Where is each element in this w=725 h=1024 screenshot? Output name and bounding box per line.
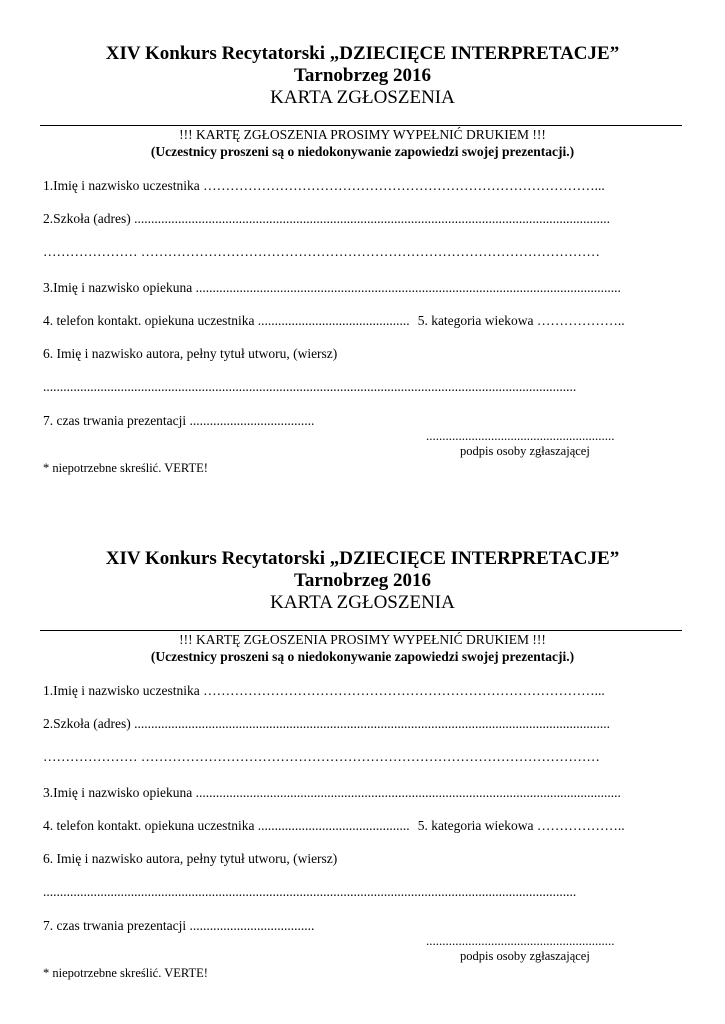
participants-notice: (Uczestnicy proszeni są o niedokonywanie zapowiedzi swojej prezentacji.) <box>150 649 575 664</box>
school-address-field[interactable]: 2.Szkoła (adres) ............................................................................................................................................. <box>43 716 610 731</box>
duration-field[interactable]: 7. czas trwania prezentacji ..................................... <box>43 413 315 428</box>
form-heading: KARTA ZGŁOSZENIA <box>270 592 455 613</box>
author-title-label: 6. Imię i nazwisko autora, pełny tytuł utworu, (wiersz) <box>43 851 338 866</box>
duration-field[interactable]: 7. czas trwania prezentacji ..................................... <box>43 918 315 933</box>
author-title-field[interactable]: .............................................................................................................................................................. <box>43 379 577 394</box>
divider-line <box>40 630 682 631</box>
contest-title: XIV Konkurs Recytatorski „DZIECIĘCE INTERPRETACJE” <box>105 548 620 569</box>
contest-subtitle: Tarnobrzeg 2016 <box>293 570 432 591</box>
guardian-name-field[interactable]: 3.Imię i nazwisko opiekuna .............................................................................................................................. <box>43 785 621 800</box>
student-name-field[interactable]: 1.Imię i nazwisko uczestnika ……………………………………………………………………………... <box>43 683 605 698</box>
contest-subtitle: Tarnobrzeg 2016 <box>293 65 432 86</box>
school-address-field[interactable]: 2.Szkoła (adres) ............................................................................................................................................. <box>43 211 610 226</box>
footnote: * niepotrzebne skreślić. VERTE! <box>43 461 208 475</box>
age-category-field[interactable]: 5. kategoria wiekowa ……………….. <box>417 313 625 328</box>
divider-line <box>40 125 682 126</box>
participants-notice: (Uczestnicy proszeni są o niedokonywanie zapowiedzi swojej prezentacji.) <box>150 144 575 159</box>
form-heading: KARTA ZGŁOSZENIA <box>270 87 455 108</box>
student-name-field[interactable]: 1.Imię i nazwisko uczestnika ……………………………………………………………………………... <box>43 178 605 193</box>
guardian-phone-field[interactable]: 4. telefon kontakt. opiekuna uczestnika ............................................. <box>43 313 410 328</box>
contest-title: XIV Konkurs Recytatorski „DZIECIĘCE INTERPRETACJE” <box>105 43 620 64</box>
signature-caption: podpis osoby zgłaszającej <box>460 444 590 458</box>
signature-line[interactable]: .......................................................... <box>426 933 615 948</box>
age-category-field[interactable]: 5. kategoria wiekowa ……………….. <box>417 818 625 833</box>
signature-line[interactable]: .......................................................... <box>426 428 615 443</box>
signature-caption: podpis osoby zgłaszającej <box>460 949 590 963</box>
fill-in-notice: !!! KARTĘ ZGŁOSZENIA PROSIMY WYPEŁNIĆ DRUKIEM !!! <box>179 632 546 647</box>
author-title-label: 6. Imię i nazwisko autora, pełny tytuł utworu, (wiersz) <box>43 346 338 361</box>
author-title-field[interactable]: .............................................................................................................................................................. <box>43 884 577 899</box>
school-address-continuation[interactable]: ………………… ………………………………………………………………………………………… <box>43 749 600 764</box>
fill-in-notice: !!! KARTĘ ZGŁOSZENIA PROSIMY WYPEŁNIĆ DRUKIEM !!! <box>179 127 546 142</box>
school-address-continuation[interactable]: ………………… ………………………………………………………………………………………… <box>43 244 600 259</box>
footnote: * niepotrzebne skreślić. VERTE! <box>43 966 208 980</box>
phone-category-row <box>43 818 683 834</box>
guardian-name-field[interactable]: 3.Imię i nazwisko opiekuna .............................................................................................................................. <box>43 280 621 295</box>
guardian-phone-field[interactable]: 4. telefon kontakt. opiekuna uczestnika ............................................. <box>43 818 410 833</box>
phone-category-row <box>43 313 683 329</box>
